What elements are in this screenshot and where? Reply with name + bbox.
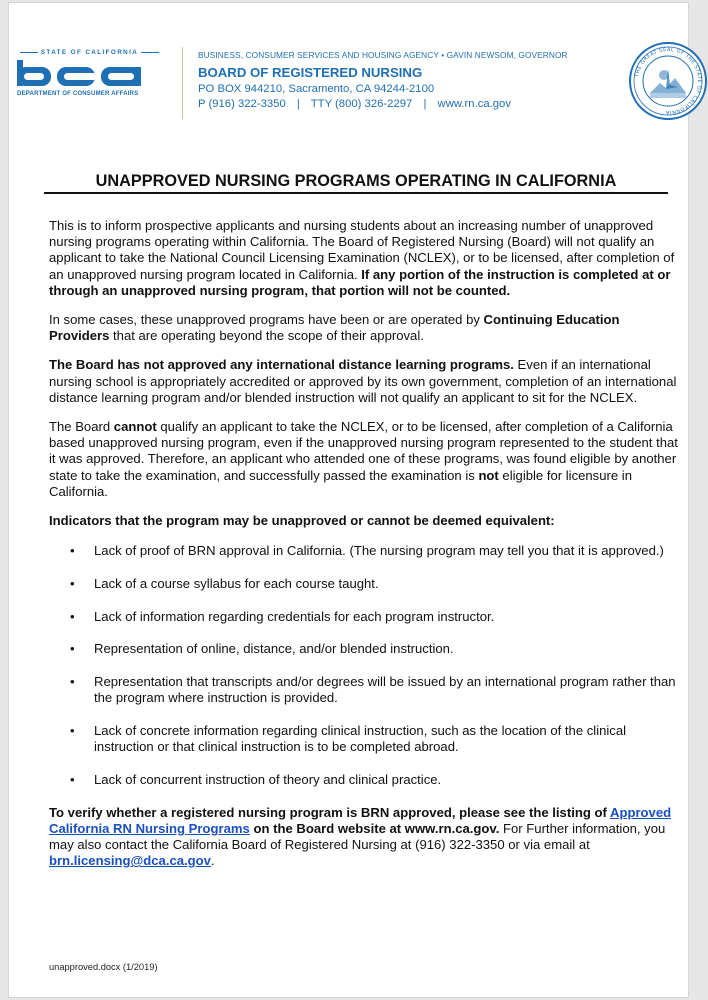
agency-line: BUSINESS, CONSUMER SERVICES AND HOUSING AGENCY • GAVIN NEWSOM, GOVERNOR — [198, 50, 568, 60]
board-name: BOARD OF REGISTERED NURSING — [198, 65, 423, 80]
california-seal-icon — [628, 41, 708, 121]
document-page — [8, 2, 703, 998]
board-address: PO BOX 944210, Sacramento, CA 94244-2100 — [198, 83, 435, 95]
list-item: • Representation that transcripts and/or degrees will be issued by an international program rather than the program where instruction is provided. — [49, 674, 679, 706]
approved-programs-link[interactable]: Approved California RN Nursing Programs — [49, 804, 672, 836]
dca-state-label: STATE OF CALIFORNIA — [40, 49, 139, 56]
document-footer: unapproved.docx (1/2019) — [49, 962, 158, 972]
tty-number: (800) 326-2297 — [335, 98, 413, 110]
separator: | — [423, 98, 427, 110]
dca-logo — [17, 49, 162, 97]
document-title: UNAPPROVED NURSING PROGRAMS OPERATING IN CALIFORNIA — [95, 172, 617, 190]
list-item: • Lack of a course syllabus for each course taught. — [49, 576, 679, 592]
list-item: • Lack of concrete information regarding clinical instruction, such as the location of the clinical instruction or that clinical instruction is to be completed abroad. — [49, 723, 679, 755]
intro-warning: If any portion of the instruction is completed at or through an unapproved nursing program, that portion will not be counted. — [49, 266, 671, 298]
dca-wordmark-graphic — [17, 60, 157, 86]
tty-prefix: TTY — [310, 98, 332, 110]
list-item: • Lack of concurrent instruction of theory and clinical practice. — [49, 772, 679, 788]
eligibility-paragraph: The Board cannot qualify an applicant to take the NCLEX, or to be licensed, after completion of a California based unapproved nursing program, even if the unapproved nursing program represented to the student that it was approved. Therefore, an applicant who attended one of these programs, was found eligible by another state to take the examination, and successfully passed the examination is not eligible for licensure in California. — [49, 419, 678, 499]
title-underline — [44, 192, 668, 194]
website-link[interactable]: www.rn.ca.gov — [437, 98, 511, 110]
ce-providers-paragraph: In some cases, these unapproved programs have been or are operated by Continuing Education Providers that are operating beyond the scope of their approval. — [49, 312, 620, 344]
letterhead-divider — [182, 47, 183, 119]
verify-paragraph: To verify whether a registered nursing program is BRN approved, please see the listing of Approved California RN Nursing Programs on the Board website at www.rn.ca.gov. For Further information, you may also contact the California Board of Registered Nursing at (916) 322-3350 or via email at brn.licensing@dca.ca.gov. — [49, 804, 672, 869]
phone-prefix: P — [198, 98, 206, 110]
document-body — [49, 218, 679, 882]
email-link[interactable]: brn.licensing@dca.ca.gov — [49, 853, 211, 869]
dca-wordmark — [17, 58, 162, 88]
board-contact-line — [198, 98, 568, 110]
indicators-list — [49, 543, 679, 788]
dca-department-label: DEPARTMENT OF CONSUMER AFFAIRS — [17, 90, 139, 97]
indicators-heading: Indicators that the program may be unapproved or cannot be deemed equivalent: — [49, 513, 555, 529]
list-item: • Lack of information regarding credentials for each program instructor. — [49, 609, 679, 625]
letterhead-text — [198, 50, 568, 110]
seal-text: THE GREAT SEAL OF THE STATE OF CALIFORNIA — [634, 46, 703, 116]
phone-number: (916) 322-3350 — [208, 98, 286, 110]
intro-paragraph: This is to inform prospective applicants and nursing students about an increasing number of unapproved nursing programs operating within California. The Board of Registered Nursing (Board) will not qualify an applicant to take the National Council Licensing Examination (NCLEX), or to be licensed, after completion of an unapproved nursing program located in California. If any portion of the instruction is completed at or through an unapproved nursing program, that portion will not be counted. — [49, 218, 675, 298]
list-item: • Lack of proof of BRN approval in California. (The nursing program may tell you that it is approved.) — [49, 543, 679, 559]
international-paragraph: The Board has not approved any international distance learning programs. Even if an international nursing school is appropriately accredited or approved by its own government, completion of an international distance learning program and/or blended instruction will not qualify an applicant to sit for the NCLEX. — [49, 357, 677, 405]
list-item: • Representation of online, distance, and/or blended instruction. — [49, 641, 679, 657]
separator: | — [296, 98, 300, 110]
